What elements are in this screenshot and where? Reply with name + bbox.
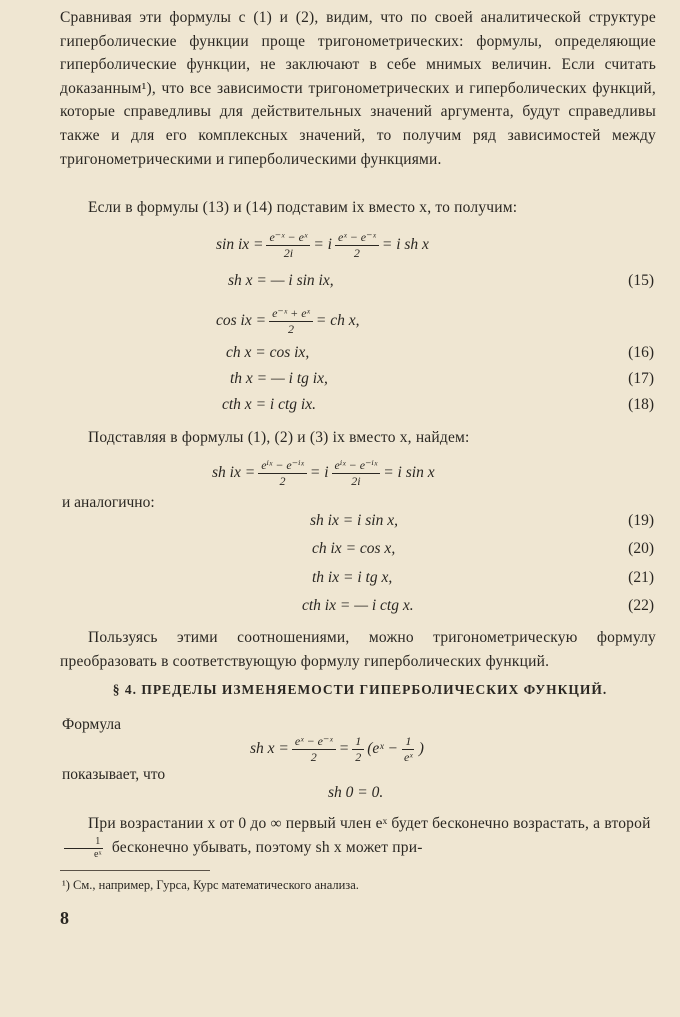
equation-16: ch x = cos ix, (226, 344, 310, 361)
sh-ix-rhs: = i sin x (383, 464, 435, 481)
cos-ix-lhs: cos ix = (216, 312, 267, 329)
equation-number-18: (18) (628, 396, 654, 413)
sh-x-paren-open: (eˣ − (367, 740, 398, 757)
equation-number-17: (17) (628, 370, 654, 387)
equation-number-20: (20) (628, 540, 654, 557)
sin-ix-rhs: = i sh x (381, 236, 429, 253)
equation-number-16: (16) (628, 344, 654, 361)
sh-x-paren-close: ) (418, 740, 424, 757)
equation-sh-ix (212, 457, 435, 488)
equation-18: cth x = i ctg ix. (222, 396, 316, 413)
equation-15: sh x = — i sin ix, (228, 272, 334, 289)
equation-cos-ix (216, 305, 360, 336)
paragraph-substitute-formulas: Подставляя в формулы (1), (2) и (3) ix вместо x, найдем: (88, 429, 470, 446)
label-and-similarly: и аналогично: (62, 494, 155, 511)
sh-x-lhs: sh x = (250, 740, 289, 757)
footnote-divider (60, 870, 210, 871)
equation-21: th ix = i tg x, (312, 569, 393, 586)
paragraph-substitute-ix: Если в формулы (13) и (14) подставим ix вместо x, то получим: (88, 199, 518, 216)
sin-ix-equals-i: = i (313, 236, 332, 253)
cos-ix-rhs: = ch x, (315, 312, 360, 329)
equation-number-22: (22) (628, 597, 654, 614)
sin-ix-fraction-1: $\frac{\text{e⁻ˣ − eˣ}}{2i}$ (266, 231, 310, 260)
sh-ix-lhs: sh ix = (212, 464, 256, 481)
sh-x-fraction: $\frac{\text{eˣ − e⁻ˣ}}{2}$ (292, 735, 336, 764)
section-heading: § 4. ПРЕДЕЛЫ ИЗМЕНЯЕМОСТИ ГИПЕРБОЛИЧЕСКИХ ФУНКЦИЙ. (112, 682, 608, 697)
equation-22: cth ix = — i ctg x. (302, 597, 414, 614)
equation-19: sh ix = i sin x, (310, 512, 398, 529)
label-formula: Формула (62, 716, 122, 733)
sh-ix-fraction-1: $\frac{\text{eⁱˣ − e⁻ⁱˣ}}{2}$ (258, 459, 307, 488)
equation-sh-x (250, 733, 424, 764)
label-shows-that: показывает, что (62, 766, 166, 783)
equation-number-21: (21) (628, 569, 654, 586)
equation-sh-0: sh 0 = 0. (328, 784, 384, 801)
equation-number-19: (19) (628, 512, 654, 529)
equation-number-15: (15) (628, 272, 654, 289)
sh-ix-equals-i: = i (309, 464, 329, 481)
paragraph-comparison: Сравнивая эти формулы с (1) и (2), видим, что по своей аналитической структуре гиперболические функции проще тригонометрических: формулы, определяющие гиперболические функции, не заключают в себе мнимых величин. Если считать доказанным¹), что все зависимости тригонометрических и гиперболических функций, которые справедливы для действительных значений аргумента, будут справедливы также и для его комплексных значений, то получим ряд зависимостей между тригонометрическими и гиперболическими функциями. (60, 9, 656, 168)
inline-fraction: $\frac{1}{\text{eˣ}}$ (63, 837, 105, 860)
sh-ix-fraction-2: $\frac{\text{eⁱˣ − e⁻ⁱˣ}}{2i}$ (332, 459, 381, 488)
sh-x-inner-fraction: $\frac{1}{\text{eˣ}}$ (403, 733, 413, 764)
sin-ix-fraction-2: $\frac{\text{eˣ − e⁻ˣ}}{2}$ (335, 231, 379, 260)
sh-x-half: $\frac{1}{2}$ (352, 735, 364, 764)
paragraph-using-relations: Пользуясь этими соотношениями, можно тригонометрическую формулу преобразовать в соответствующую формулу гиперболических функций. (60, 629, 656, 670)
equation-sin-ix (216, 229, 429, 260)
page-number: 8 (60, 908, 69, 928)
sin-ix-lhs: sin ix = (216, 236, 264, 253)
equation-17: th x = — i tg ix, (230, 370, 328, 387)
sh-x-equals: = (338, 740, 350, 757)
footnote: ¹) См., например, Гурса, Курс математического анализа. (62, 878, 359, 892)
paragraph-increase: При возрастании x от 0 до ∞ первый член eˣ будет бесконечно возрастать, а второй $\frac{1}{\text{eˣ}}$ бесконечно убывать, поэтому sh x может при- (60, 812, 656, 860)
cos-ix-fraction: $\frac{\text{e⁻ˣ + eˣ}}{2}$ (269, 307, 313, 336)
equation-20: ch ix = cos x, (312, 540, 396, 557)
